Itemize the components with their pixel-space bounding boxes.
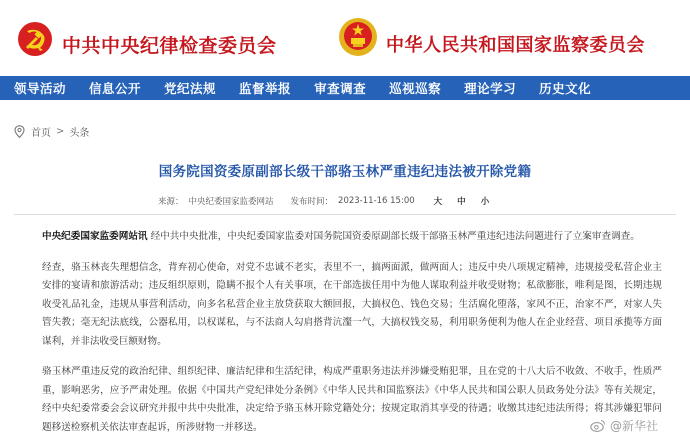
nav-item-supervision-report[interactable]: 监督举报 [239, 81, 292, 96]
paragraph-1-text: 经中共中央批准，中央纪委国家监委对国务院国资委原副部长级干部骆玉林严重违纪违法问题进行了立案审查调查。 [147, 231, 640, 242]
org-title-nsc: 中华人民共和国国家监察委员会 [386, 35, 645, 56]
nav-item-inspection[interactable]: 巡视巡察 [389, 81, 442, 96]
party-emblem-icon [18, 22, 52, 56]
article-body [42, 228, 662, 441]
nav-item-investigation[interactable]: 审查调查 [314, 81, 367, 96]
article-title: 国务院国资委原副部长级干部骆玉林严重违纪违法被开除党籍 [158, 164, 532, 180]
weibo-icon [590, 419, 606, 432]
article-meta [158, 195, 499, 207]
nav-item-leadership[interactable]: 领导活动 [14, 81, 67, 96]
paragraph-1 [42, 228, 662, 247]
breadcrumb-home[interactable]: 首页 [31, 128, 51, 139]
font-size-controls [434, 195, 495, 207]
watermark-text: @新华社 [610, 419, 659, 433]
font-size-medium-button[interactable]: 中 [457, 197, 466, 207]
font-size-small-button[interactable]: 小 [480, 197, 490, 207]
source-value: 中央纪委国家监委网站 [188, 197, 274, 207]
breadcrumb [14, 124, 89, 139]
national-emblem-icon [338, 16, 378, 58]
nav-item-history-culture[interactable]: 历史文化 [539, 81, 592, 96]
location-pin-icon [14, 125, 25, 138]
paragraph-3: 骆玉林严重违反党的政治纪律、组织纪律、廉洁纪律和生活纪律，构成严重职务违法并涉嫌受贿犯罪，且在党的十八大后不收敛、不收手，性质严重，影响恶劣，应予严肃处理。依据《中国共产党纪律处分条例》《中华人民共和国监察法》《中华人民共和国公职人员政务处分法》等有关规定，经中央纪委常委会会议研究并报中共中央批准，决定给予骆玉林开除党籍处分；按规定取消其享受的待遇；收缴其违纪违法所得；将其涉嫌犯罪问题移送检察机关依法审查起诉，所涉财物一并移送。 [42, 366, 662, 433]
org-title-cpc: 中共中央纪律检查委员会 [62, 35, 277, 57]
publish-time: 2023-11-16 15:00 [338, 196, 415, 206]
watermark [590, 417, 658, 434]
main-nav [0, 76, 690, 100]
divider [14, 214, 676, 215]
source-label: 来源： [158, 197, 184, 207]
site-header [0, 0, 690, 76]
nav-item-theory-study[interactable]: 理论学习 [464, 81, 517, 96]
lead-source: 中央纪委国家监委网站讯 [42, 231, 148, 242]
breadcrumb-separator: > [56, 126, 65, 137]
nav-item-info-disclosure[interactable]: 信息公开 [89, 81, 142, 96]
breadcrumb-current[interactable]: 头条 [69, 128, 90, 139]
nav-item-regulations[interactable]: 党纪法规 [164, 81, 217, 96]
publish-label: 发布时间： [290, 197, 334, 207]
font-size-large-button[interactable]: 大 [433, 197, 443, 207]
paragraph-2: 经查，骆玉林丧失理想信念，背弃初心使命，对党不忠诚不老实，表里不一，搞两面派，做两面人；违反中央八项规定精神，违规接受私营企业主安排的宴请和旅游活动；违反组织原则，隐瞒不报个人有关事项，在干部选拔任用中为他人谋取利益并收受财物；私欲膨胀，唯利是图，长期违规收受礼品礼金，违规从事营利活动，向多名私营企业主放贷获取大额回报，大搞权色、钱色交易；生活腐化堕落，家风不正，治家不严，对家人失管失教；毫无纪法底线，公器私用，以权谋私，与不法商人勾肩搭背沆瀣一气，大搞权钱交易，利用职务便利为他人在企业经营、项目承揽等方面谋利，并非法收受巨额财物。 [42, 261, 662, 347]
